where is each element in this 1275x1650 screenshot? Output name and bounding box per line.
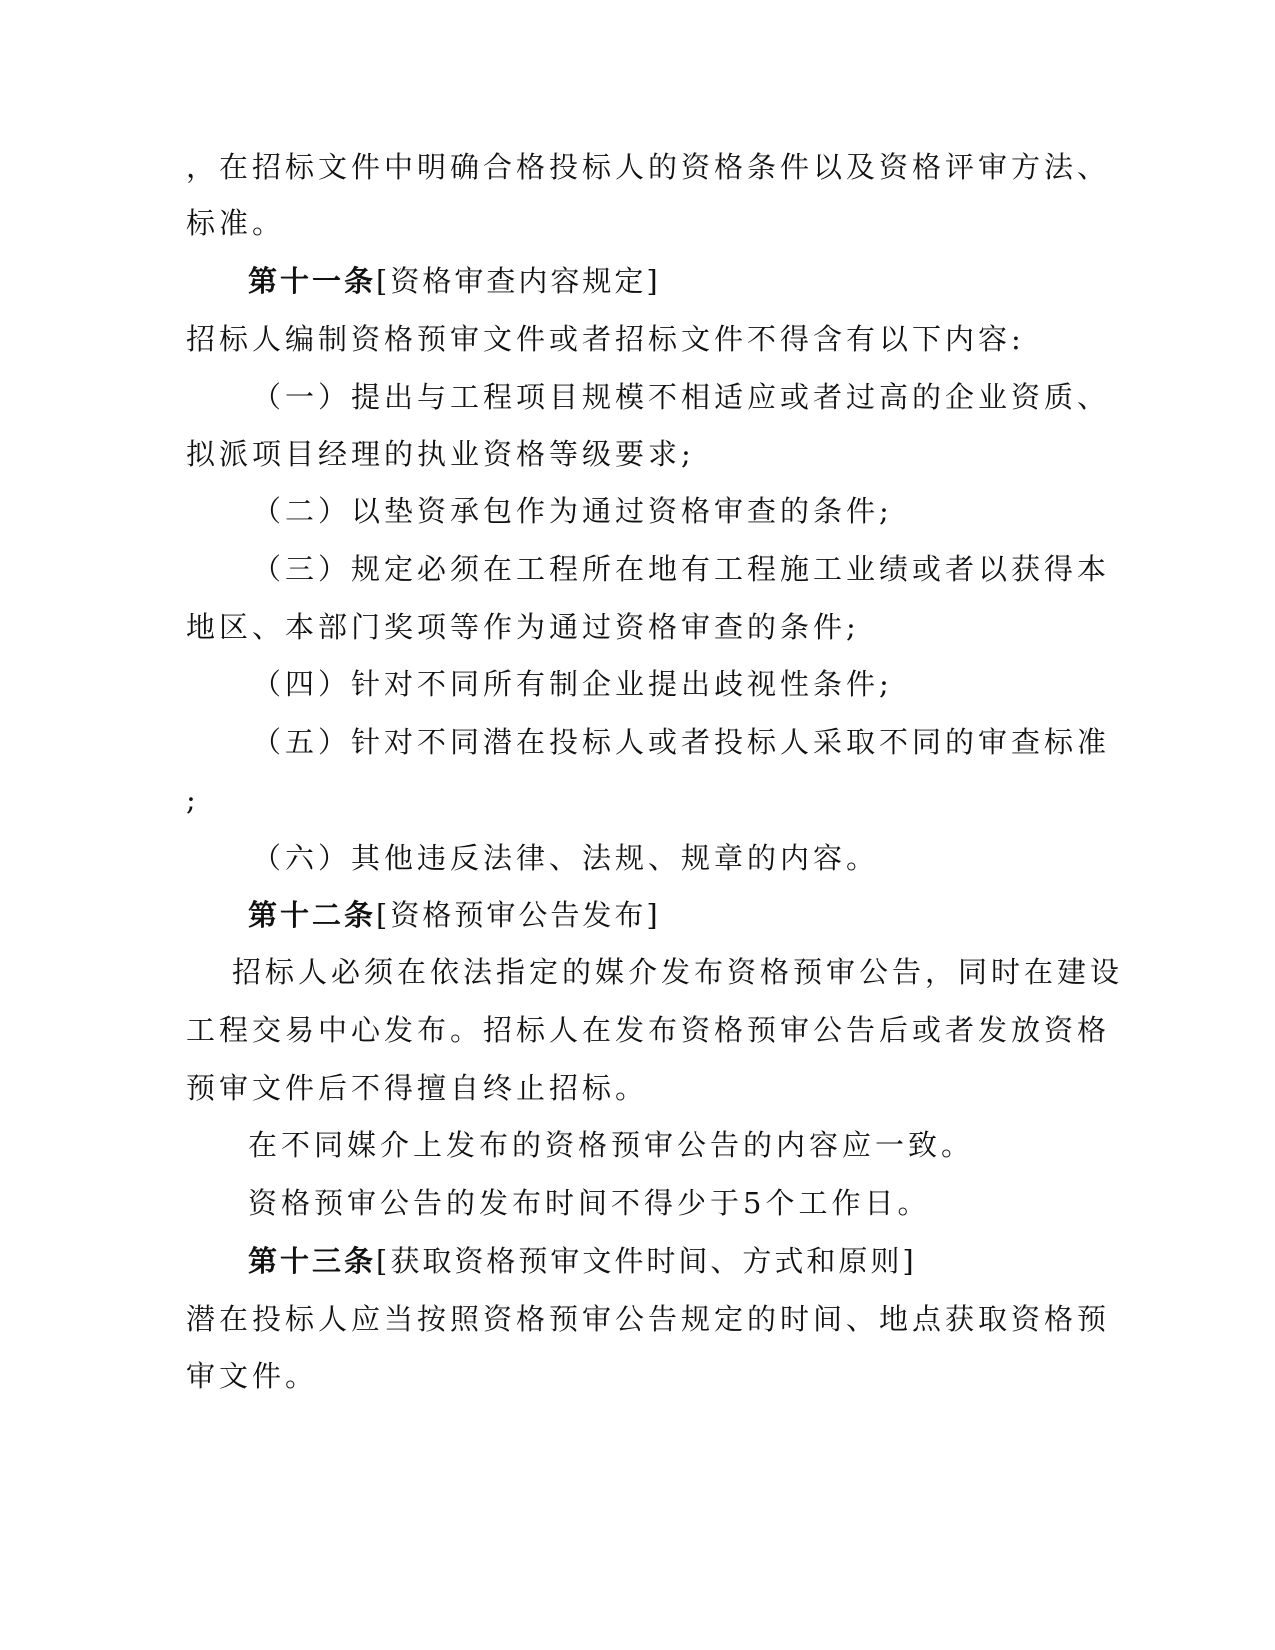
article-title: [获取资格预审文件时间、方式和原则]: [376, 1244, 917, 1278]
article-heading-11: [248, 261, 1148, 301]
paragraph-line: 潜在投标人应当按照资格预审公告规定的时间、地点获取资格预: [186, 1302, 1111, 1336]
article-title: [资格预审公告发布]: [376, 898, 661, 932]
paragraph-line: 招标人必须在依法指定的媒介发布资格预审公告，同时在建设: [232, 955, 1124, 989]
article-title: [资格审查内容规定]: [376, 264, 661, 298]
list-item: （一）提出与工程项目规模不相适应或者过高的企业资质、: [252, 380, 1111, 414]
paragraph-line: 工程交易中心发布。招标人在发布资格预审公告后或者发放资格: [186, 1013, 1111, 1047]
list-item: （五）针对不同潜在投标人或者投标人采取不同的审查标准: [252, 725, 1111, 759]
paragraph-line: 审文件。: [186, 1359, 319, 1393]
paragraph-line: 在不同媒介上发布的资格预审公告的内容应一致。: [248, 1128, 975, 1162]
paragraph-line: 标准。: [186, 206, 286, 240]
paragraph-line: 资格预审公告的发布时间不得少于5个工作日。: [248, 1186, 931, 1220]
paragraph-line: 预审文件后不得擅自终止招标。: [186, 1071, 649, 1105]
list-item: （四）针对不同所有制企业提出歧视性条件;: [252, 667, 893, 701]
article-heading-13: [248, 1241, 1148, 1281]
paragraph-line: 招标人编制资格预审文件或者招标文件不得含有以下内容:: [186, 322, 1025, 356]
list-item: （六）其他违反法律、法规、规章的内容。: [252, 841, 880, 875]
list-item: （二）以垫资承包作为通过资格审查的条件;: [252, 494, 893, 528]
article-number: 第十二条: [248, 898, 377, 932]
paragraph-line: ，在招标文件中明确合格投标人的资格条件以及资格评审方法、: [186, 150, 1111, 184]
article-number: 第十三条: [248, 1244, 377, 1278]
paragraph-line: 地区、本部门奖项等作为通过资格审查的条件;: [186, 610, 860, 644]
list-item: （三）规定必须在工程所在地有工程施工业绩或者以获得本: [252, 552, 1111, 586]
article-number: 第十一条: [248, 264, 377, 298]
article-heading-12: [248, 895, 1148, 935]
paragraph-line: 拟派项目经理的执业资格等级要求;: [186, 437, 695, 471]
paragraph-line: ;: [186, 783, 200, 817]
